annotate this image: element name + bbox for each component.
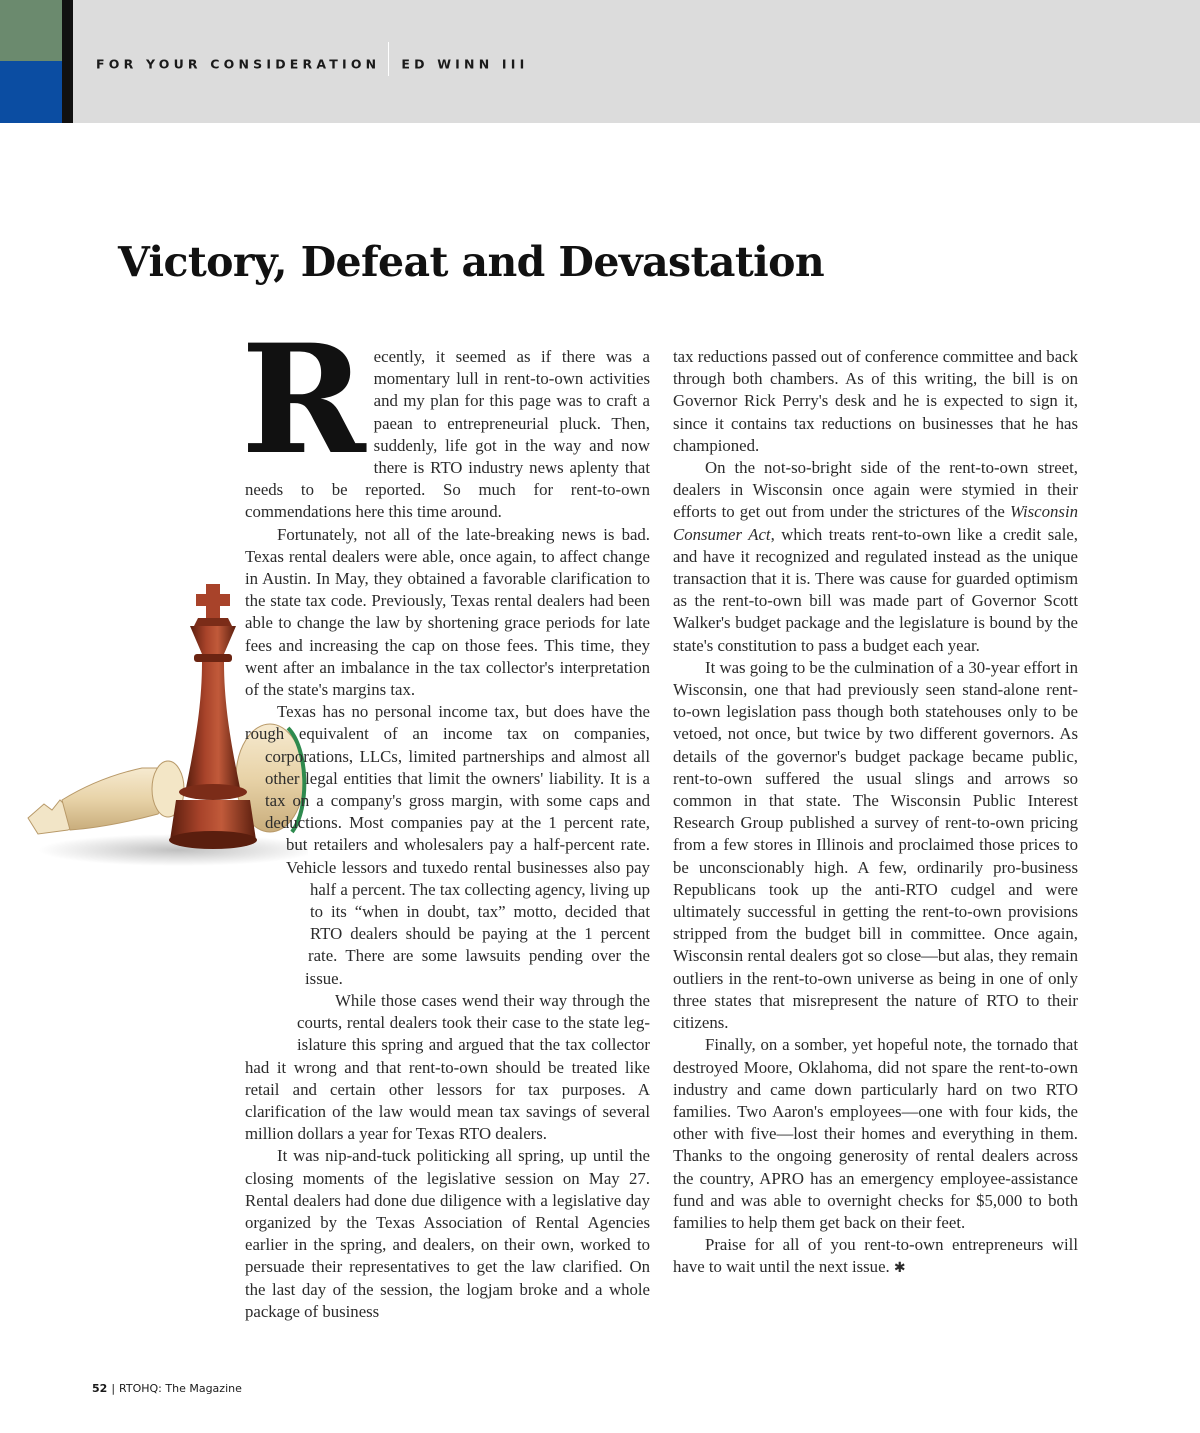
color-swatch-blue <box>0 61 62 123</box>
author-name: ED WINN III <box>401 56 529 72</box>
publication-title: Wisconsin Consumer Act <box>673 502 1078 544</box>
footer-separator: | <box>111 1382 116 1395</box>
drop-cap: R <box>241 312 366 488</box>
header-band <box>0 0 1200 123</box>
paragraph: Finally, on a somber, yet hopeful note, the tornado that destroyed Moore, Oklahoma, did not spare the rent-to-own industry and came down particularly hard on two RTO families. Two Aaron's employees—one with four kids, the other with five—lost their homes and everything in them. Thanks to the ongoing generosity of rental dealers across the country, APRO has an emergency employee-assistance fund and was able to overnight checks for $5,000 to both families to help them get back on their feet. <box>673 1035 1078 1232</box>
article-column-left <box>241 312 650 1323</box>
paragraph: On the not-so-bright side of the rent-to-own street, dealers in Wisconsin once again were stymied in their efforts to get out from under the strictures of the Wisconsin Consumer Act, which treats rent-to-own like a credit sale, and have it recognized and regulated instead as the unique transaction that it is. There was cause for guarded optimism as the rent-to-own bill was made part of Governor Scott Walker's budget package and the legislature is bound by the state's constitution to pass a budget each year. <box>673 458 1078 655</box>
page-number: 52 <box>92 1382 108 1395</box>
header-black-bar <box>62 0 73 123</box>
article-title: Victory, Defeat and Devastation <box>118 238 825 286</box>
paragraph: It was going to be the culmination of a 30-year effort in Wisconsin, one that had previously seen stand-alone rent-to-own legislation pass though both statehouses only to be vetoed, not once, but twice by two different governors. As details of the governor's budget package became public, rent-to-own suffered the usual slings and arrows so common in that state. The Wisconsin Public Interest Research Group published a survey of rent-to-own pricing from a few stores in Illinois and proclaimed those prices to be unconscionably high. A few, ordinarily pro-business Republicans took up the anti-RTO cudgel and were ultimately successful in getting the rent-to-own provisions stripped from the budget bill in committee. Once again, Wisconsin rental dealers got so close—but alas, they remain outliers in the rent-to-own universe as being in one of only three states that misrepresent the nature of RTO to their citizens. <box>673 657 1078 1033</box>
paragraph: tax reductions passed out of conference committee and back through both chambers. As of this writing, the bill is on Governor Rick Perry's desk and he is expected to sign it, since it contains tax reductions on businesses that he has championed. <box>673 347 1078 455</box>
article-column-right <box>673 346 1078 1281</box>
section-kicker <box>96 54 528 70</box>
wood-king-piece <box>169 584 257 849</box>
paragraph: Praise for all of you rent-to-own entrepreneurs will have to wait until the next issue. ✱ <box>673 1235 1078 1277</box>
color-swatch-green <box>0 0 62 61</box>
paragraph: It was nip-and-tuck politicking all spring, up until the closing moments of the legislative session on May 27. Rental dealers had done due diligence with a legislative day organized by the Texas Association of Rental Agencies earlier in the spring, and dealers, on their own, worked to persuade their representatives to get the law clarified. On the last day of the session, the logjam broke and a whole package of business <box>245 1146 650 1321</box>
publication-name: RTOHQ: The Magazine <box>119 1382 242 1395</box>
paragraph: While those cases wend their way through the courts, rental dealers took their case to the state legislature this spring and argued that the tax collector had it wrong and that rent-to-own should be treated like retail and certain other lessors for tax purposes. A clarification of the law would mean tax savings of several million dollars a year for Texas RTO dealers. <box>245 990 650 1144</box>
page-footer <box>92 1382 242 1395</box>
end-mark-icon: ✱ <box>893 1261 906 1277</box>
paragraph: Fortunately, not all of the late-breaking news is bad. Texas rental dealers were able, once again, to affect change in Austin. In May, they obtained a favorable clarification to the state tax code. Previously, Texas rental dealers had been able to change the law by shortening grace periods for late fees and increasing the cap on those fees. This time, they went after an imbalance in the tax collector's interpretation of the state's margins tax. <box>245 524 650 700</box>
kicker-divider <box>388 42 389 76</box>
section-label: FOR YOUR CONSIDERATION <box>96 56 381 72</box>
paragraph: Texas has no personal income tax, but does have the rough equivalent of an income tax on companies, corporations, LLCs, limited partnerships and almost all other legal entities that limit the owners' liability. It is a tax on a company's gross margin, with some caps and deductions. Most companies pay at the 1 percent rate, but retailers and wholesalers pay a half-percent rate. Vehicle lessors and tuxedo rental businesses also pay half a percent. The tax collecting agency, living up to its “when in doubt, tax” motto, decided that RTO dealers should be paying at the 1 percent rate. There are some lawsuits pending over the issue. <box>245 702 650 988</box>
paragraph: ecently, it seemed as if there was a momentary lull in rent-to-own activities and my plan for this page was to craft a paean to entrepreneurial pluck. Then, suddenly, life got in the way and now there is RTO industry news aplenty that needs to be reported. So much for rent-to-own commendations here this time around. <box>245 347 650 522</box>
